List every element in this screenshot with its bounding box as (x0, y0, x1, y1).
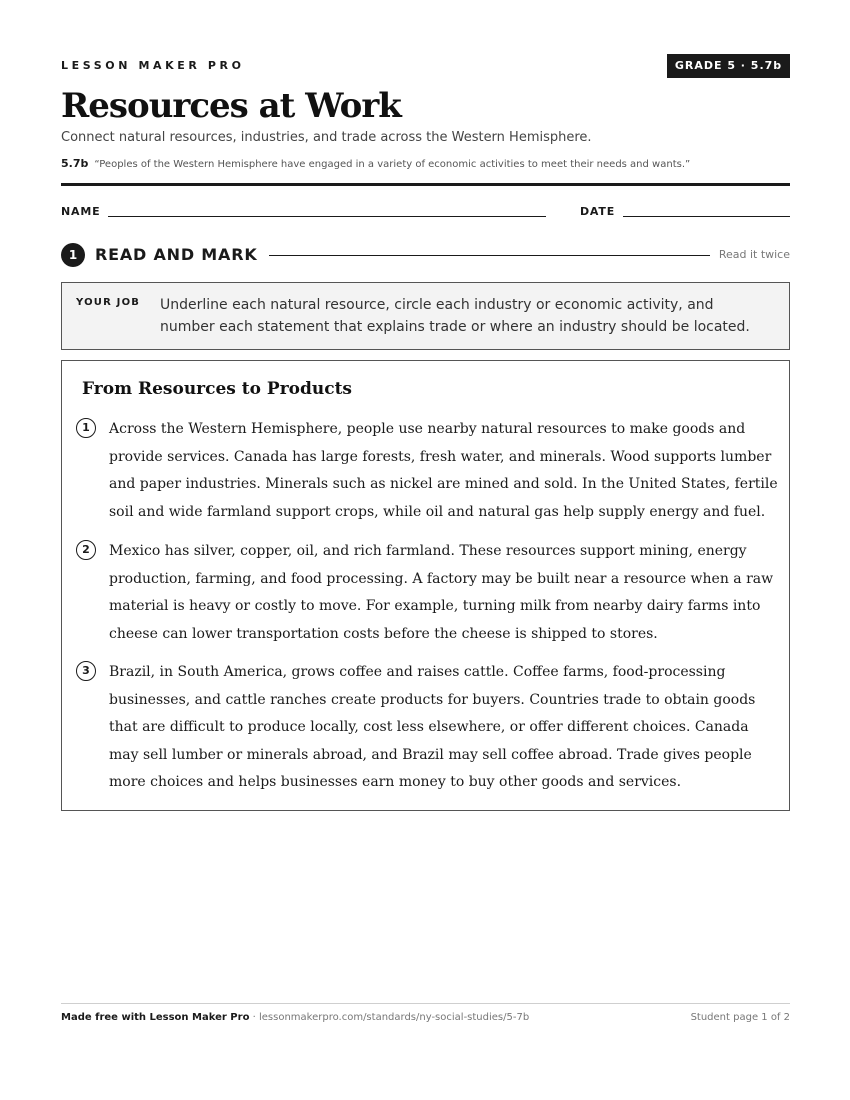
brand-name: LESSON MAKER PRO (61, 59, 245, 72)
footer-made-with: Made free with Lesson Maker Pro (61, 1012, 250, 1023)
page-subtitle: Connect natural resources, industries, and trade across the Western Hemisphere. (61, 130, 592, 145)
paragraph-number: 3 (76, 661, 96, 681)
section-note: Read it twice (718, 248, 790, 261)
footer-divider (61, 1003, 790, 1004)
page-title: Resources at Work (61, 86, 401, 126)
worksheet-page (61, 0, 790, 1100)
paragraph-number: 2 (76, 540, 96, 560)
name-label: NAME (61, 205, 101, 218)
name-field[interactable] (108, 216, 546, 217)
standard-text: “Peoples of the Western Hemisphere have engaged in a variety of economic activities to meet their needs and wants.” (94, 159, 691, 170)
paragraph-number: 1 (76, 418, 96, 438)
page-indicator: Student page 1 of 2 (690, 1012, 790, 1023)
instructions-text: Underline each natural resource, circle each industry or economic activity, and number each statement that explains trade or where an industry should be located. (160, 297, 750, 335)
paragraph-text: Brazil, in South America, grows coffee and raises cattle. Coffee farms, food-processing businesses, and cattle ranches create products for buyers. Countries trade to obtain goods that are difficult to produce locally, cost less elsewhere, or offer different choices. Canada may sell lumber or minerals abroad, and Brazil may sell coffee abroad. Trade gives people more choices and helps businesses earn money to buy other goods and services. (109, 664, 756, 790)
instructions-label: YOUR JOB (76, 297, 141, 308)
paragraph-text: Across the Western Hemisphere, people use nearby natural resources to make goods and provide services. Canada has large forests, fresh water, and minerals. Wood supports lumber and paper industries. Minerals such as nickel are mined and sold. In the United States, fertile soil and wide farmland support crops, while oil and natural gas help supply energy and fuel. (109, 421, 778, 520)
date-label: DATE (580, 205, 616, 218)
section-number-badge: 1 (61, 243, 85, 267)
section-divider (269, 255, 710, 256)
footer-url[interactable]: · lessonmakerpro.com/standards/ny-social-studies/5-7b (249, 1012, 530, 1023)
date-field[interactable] (623, 216, 790, 217)
standard-code: 5.7b (61, 157, 89, 170)
reading-passage (61, 360, 790, 811)
section-title: READ AND MARK (95, 245, 258, 264)
grade-badge: GRADE 5 · 5.7b (667, 54, 790, 78)
footer-credit (61, 1012, 529, 1023)
standard-line (61, 157, 690, 170)
header-divider (61, 183, 790, 186)
reading-title: From Resources to Products (82, 379, 353, 399)
instructions-box (61, 282, 790, 350)
paragraph-text: Mexico has silver, copper, oil, and rich farmland. These resources support mining, energy production, farming, and food processing. A factory may be built near a resource when a raw material is heavy or costly to move. For example, turning milk from nearby dairy farms into cheese can lower transportation costs before the cheese is shipped to stores. (109, 543, 774, 642)
